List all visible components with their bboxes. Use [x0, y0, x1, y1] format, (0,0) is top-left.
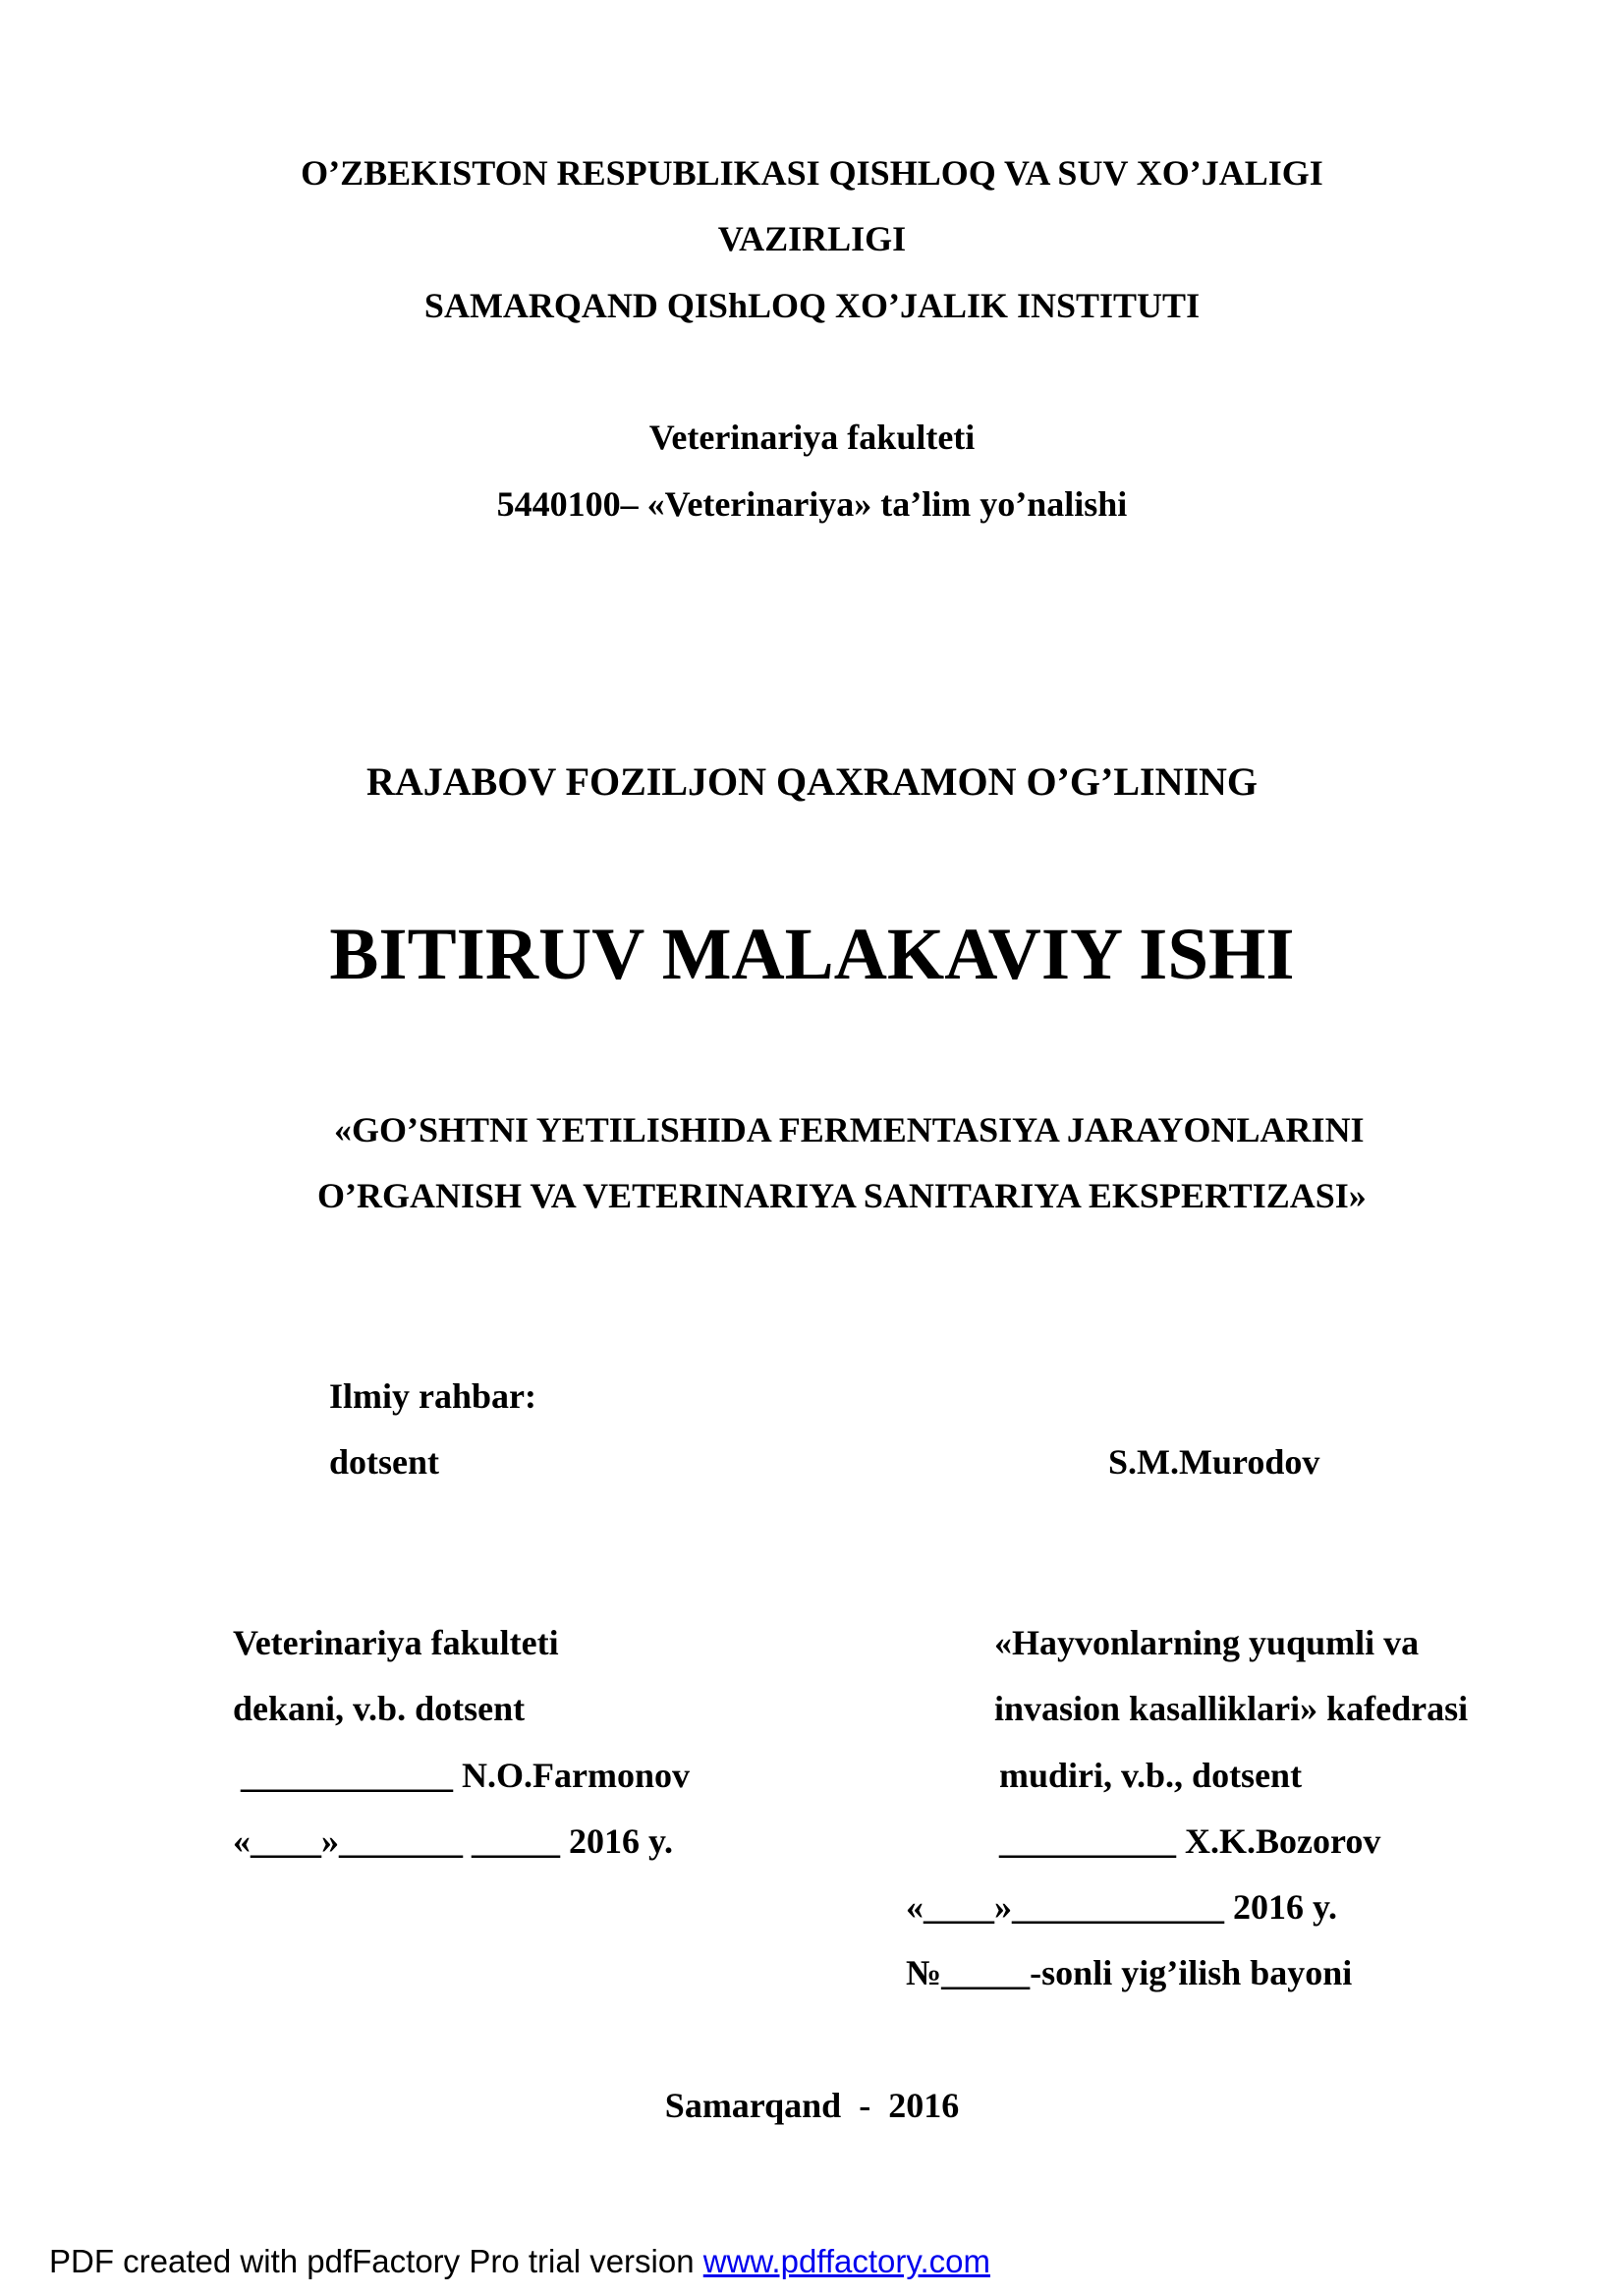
department-line-2: invasion kasalliklari» kafedrasi	[994, 1689, 1469, 1728]
dean-date-line: «____»_______ _____ 2016 y.	[233, 1821, 674, 1861]
dean-position-line: dekani, v.b. dotsent	[233, 1689, 526, 1728]
department-line-1: «Hayvonlarning yuqumli va	[994, 1623, 1420, 1662]
pdf-footer	[49, 2242, 990, 2281]
ministry-line-1: O’ZBEKISTON RESPUBLIKASI QISHLOQ VA SUV XO’JALIGI	[301, 153, 1323, 193]
institute-name: SAMARQAND QIShLOQ XO’JALIK INSTITUTI	[423, 286, 1201, 325]
place-and-year: Samarqand - 2016	[664, 2086, 960, 2125]
supervisor-label: Ilmiy rahbar:	[329, 1376, 536, 1416]
faculty-name: Veterinariya fakulteti	[648, 418, 976, 457]
document-title: BITIRUV MALAKAVIY ISHI	[329, 914, 1295, 995]
footer-link[interactable]: www.pdffactory.com	[702, 2243, 990, 2279]
author-name: RAJABOV FOZILJON QAXRAMON O’G’LINING	[365, 759, 1259, 804]
footer-text: PDF created with pdfFactory Pro trial version	[49, 2243, 703, 2279]
topic-line-2: O’RGANISH VA VETERINARIYA SANITARIYA EKSPERTIZASI»	[317, 1176, 1367, 1215]
dean-faculty-line: Veterinariya fakulteti	[233, 1623, 559, 1662]
specialty-line: 5440100– «Veterinariya» ta’lim yo’nalishi	[496, 484, 1128, 524]
department-signature-line: __________ X.K.Bozorov	[999, 1821, 1381, 1861]
meeting-protocol-line: №_____-sonli yig’ilish bayoni	[906, 1953, 1353, 1992]
topic-line-1: «GO’SHTNI YETILISHIDA FERMENTASIYA JARAYONLARINI	[334, 1110, 1365, 1149]
department-date-line: «____»____________ 2016 y.	[906, 1887, 1338, 1927]
supervisor-title: dotsent	[329, 1442, 440, 1482]
supervisor-name: S.M.Murodov	[1108, 1442, 1320, 1482]
department-head-position: mudiri, v.b., dotsent	[999, 1756, 1303, 1795]
dean-signature-line: ____________ N.O.Farmonov	[241, 1756, 690, 1795]
ministry-line-2: VAZIRLIGI	[717, 219, 907, 258]
